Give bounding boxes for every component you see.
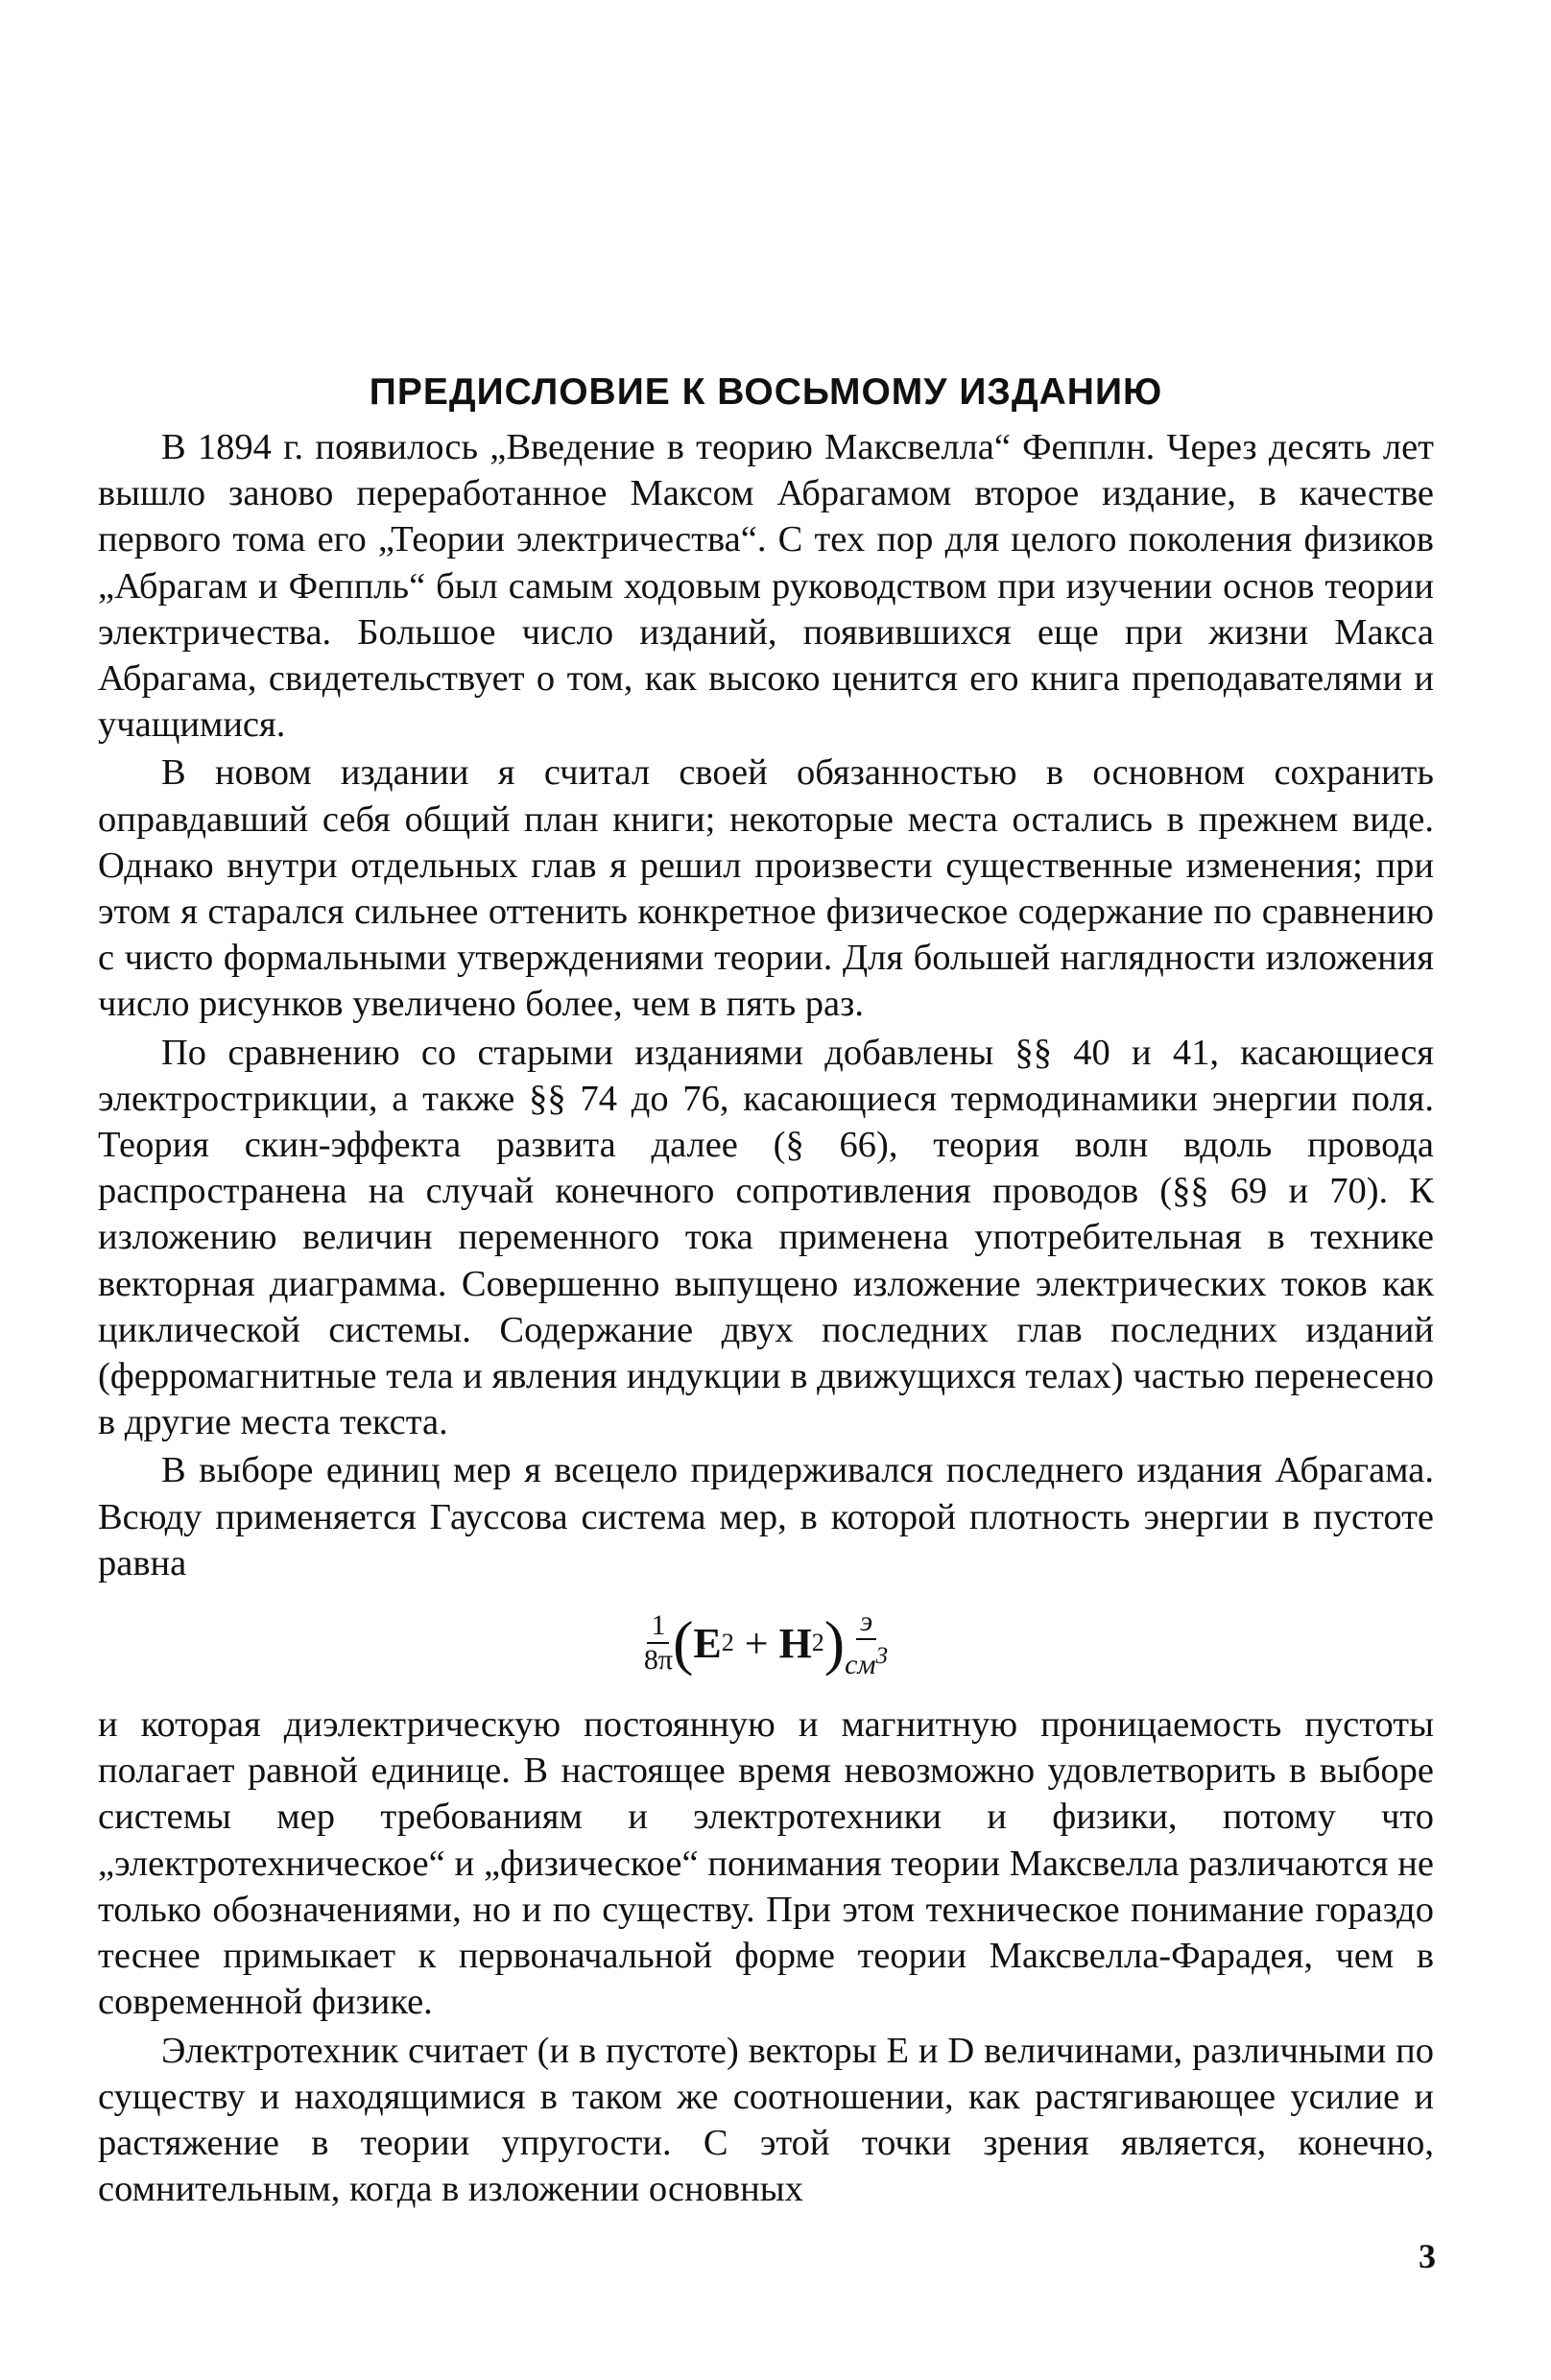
formula-term-e-exponent: 2 [721,1629,734,1657]
formula-term-h: H [778,1619,812,1667]
paragraph-electrotechnician: Электротехник считает (и в пустоте) векторы E и D величинами, различными по существу и находящимися в таком же соотношении, как растягивающее усилие и растяжение в теории упругости. С этой точки зрения является, конечно, сомнительным, когда в изложении основных [98,2030,1434,2210]
formula-units-numerator: э [856,1606,876,1640]
formula-left-paren: ( [673,1608,694,1678]
paragraph-units: В выборе единиц мер я всецело придерживался последнего издания Абрагама. Всюду применяется Гауссова система мер, в которой плотность энергии в пустоте равна [98,1450,1434,1583]
formula-units-exponent: 3 [875,1642,889,1669]
formula-coefficient-denominator: 8π [643,1644,674,1677]
paragraph-intro: В 1894 г. появилось „Введение в теорию Максвелла“ Фепплн. Через десять лет вышло заново переработанное Максом Абрагамом второе издание, в качестве первого тома его „Теории электричества“. С тех пор для целого поколения физиков „Абрагам и Феппль“ был самым ходовым руководством при изучении основ теории электричества. Большое число изданий, появившихся еще при жизни Макса Абрагама, свидетельствует о том, как высоко ценится его книга преподавателями и учащимися. [98,427,1434,746]
energy-density-formula [98,1586,1434,1700]
paragraph-new-edition: В новом издании я считал своей обязанностью в основном сохранить оправдавший себя общий план книги; некоторые места остались в прежнем виде. Однако внутри отдельных глав я решил произвести существенные изменения; при этом я старался сильнее оттенить конкретное физическое содержание по сравнению с чисто формальными утверждениями теории. Для большей наглядности изложения число рисунков увеличено более, чем в пять раз. [98,752,1434,1025]
page-title: ПРЕДИСЛОВИЕ К ВОСЬМОМУ ИЗДАНИЮ [369,371,1163,413]
page-number: 3 [1419,2237,1436,2275]
formula-coefficient-numerator: 1 [647,1609,669,1644]
formula-units [845,1606,888,1681]
formula-coefficient [644,1609,673,1677]
formula-term-e: E [693,1619,722,1667]
formula-plus: + [744,1619,769,1667]
page-body [98,365,1434,2212]
formula-units-cm: см [845,1648,876,1680]
formula-term-h-exponent: 2 [811,1629,824,1657]
formula-parenthesized-sum [673,1608,846,1678]
paragraph-units-continued: и которая диэлектрическую постоянную и магнитную проницаемость пустоты полагает равной единице. В настоящее время невозможно удовлетворить в выборе системы мер требованиям и электротехники и физики, потому что „электротехническое“ и „физическое“ понимания теории Максвелла различаются не только обозначениями, но и по существу. При этом техническое понимание гораздо теснее примыкает к первоначальной форме теории Максвелла-Фарадея, чем в современной физике. [98,1704,1434,2023]
formula-units-denominator [845,1640,888,1681]
paragraph-additions: По сравнению со старыми изданиями добавлены §§ 40 и 41, касающиеся электрострикции, а также §§ 74 до 76, касающиеся термодинамики энергии поля. Теория скин-эффекта развита далее (§ 66), теория волн вдоль провода распространена на случай конечного сопротивления проводов (§§ 69 и 70). К изложению величин переменного тока применена употребительная в технике векторная диаграмма. Совершенно выпущено изложение электрических токов как циклической системы. Содержание двух последних глав последних изданий (ферромагнитные тела и явления индукции в движущихся телах) частью перенесено в другие места текста. [98,1032,1434,1443]
formula-right-paren: ) [823,1608,846,1678]
